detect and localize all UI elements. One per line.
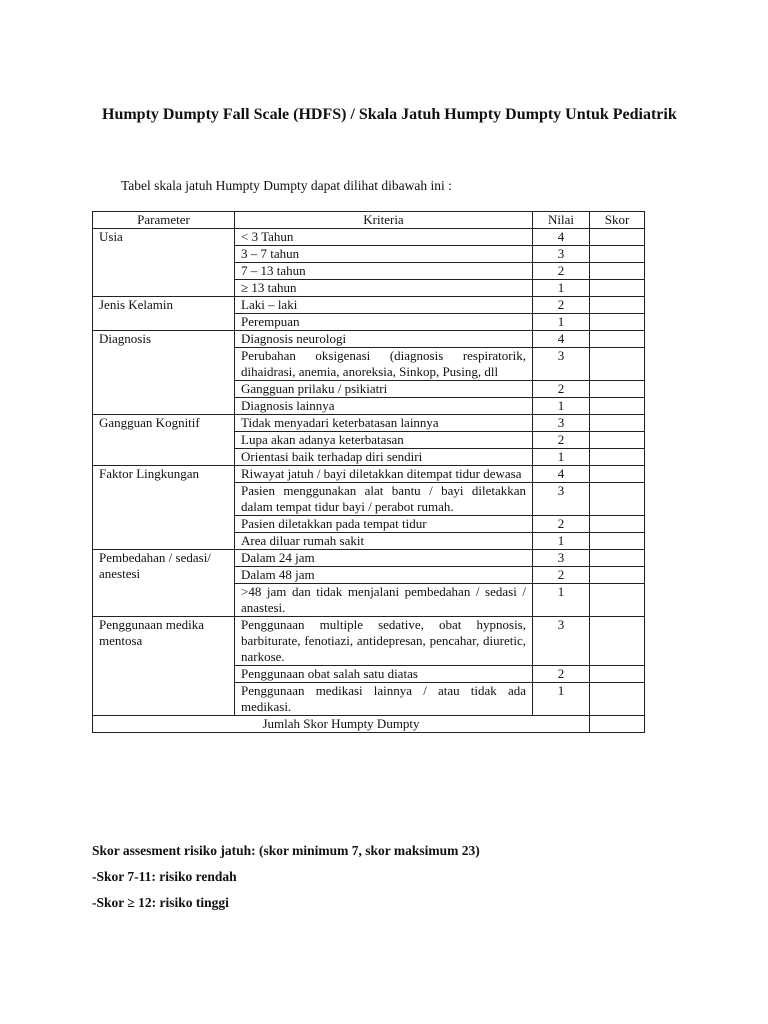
skor-input-cell[interactable] [590,246,645,263]
kriteria-cell: 7 – 13 tahun [235,263,533,280]
kriteria-cell: Pasien diletakkan pada tempat tidur [235,516,533,533]
kriteria-cell: Perempuan [235,314,533,331]
skor-input-cell[interactable] [590,263,645,280]
nilai-cell: 1 [533,683,590,716]
skor-input-cell[interactable] [590,449,645,466]
score-summary [92,842,692,920]
table-row [93,331,645,348]
kriteria-cell: ≥ 13 tahun [235,280,533,297]
nilai-cell: 2 [533,516,590,533]
nilai-cell: 2 [533,567,590,584]
hdfs-table [92,211,645,733]
nilai-cell: 3 [533,415,590,432]
skor-input-cell[interactable] [590,666,645,683]
kriteria-cell: >48 jam dan tidak menjalani pembedahan / sedasi / anastesi. [235,584,533,617]
nilai-cell: 2 [533,381,590,398]
total-label: Jumlah Skor Humpty Dumpty [93,716,590,733]
kriteria-cell: Penggunaan multiple sedative, obat hypnosis, barbiturate, fenotiazi, antidepresan, pencahar, diuretic, narkose. [235,617,533,666]
header-nilai: Nilai [533,212,590,229]
kriteria-cell: Riwayat jatuh / bayi diletakkan ditempat tidur dewasa [235,466,533,483]
nilai-cell: 1 [533,280,590,297]
skor-input-cell[interactable] [590,683,645,716]
total-row [93,716,645,733]
skor-input-cell[interactable] [590,381,645,398]
skor-input-cell[interactable] [590,584,645,617]
nilai-cell: 4 [533,466,590,483]
parameter-cell: Jenis Kelamin [93,297,235,331]
skor-input-cell[interactable] [590,415,645,432]
parameter-cell: Diagnosis [93,331,235,415]
header-kriteria: Kriteria [235,212,533,229]
kriteria-cell: Orientasi baik terhadap diri sendiri [235,449,533,466]
nilai-cell: 1 [533,533,590,550]
nilai-cell: 1 [533,398,590,415]
skor-input-cell[interactable] [590,483,645,516]
nilai-cell: 4 [533,229,590,246]
table-row [93,415,645,432]
nilai-cell: 4 [533,331,590,348]
kriteria-cell: Pasien menggunakan alat bantu / bayi diletakkan dalam tempat tidur bayi / perabot rumah. [235,483,533,516]
table-row [93,229,645,246]
header-skor: Skor [590,212,645,229]
kriteria-cell: Diagnosis neurologi [235,331,533,348]
table-row [93,617,645,666]
skor-input-cell[interactable] [590,331,645,348]
nilai-cell: 3 [533,483,590,516]
summary-line-range: Skor assesment risiko jatuh: (skor minimum 7, skor maksimum 23) [92,843,480,858]
kriteria-cell: Diagnosis lainnya [235,398,533,415]
nilai-cell: 2 [533,432,590,449]
skor-input-cell[interactable] [590,280,645,297]
kriteria-cell: Area diluar rumah sakit [235,533,533,550]
table-row [93,550,645,567]
skor-input-cell[interactable] [590,348,645,381]
kriteria-cell: Perubahan oksigenasi (diagnosis respiratorik, dihaidrasi, anemia, anoreksia, Sinkop, Pusing, dll [235,348,533,381]
table-row [93,297,645,314]
skor-input-cell[interactable] [590,432,645,449]
skor-input-cell[interactable] [590,229,645,246]
parameter-cell: Faktor Lingkungan [93,466,235,550]
total-skor-cell [590,716,645,733]
nilai-cell: 1 [533,584,590,617]
nilai-cell: 2 [533,666,590,683]
kriteria-cell: Laki – laki [235,297,533,314]
skor-input-cell[interactable] [590,533,645,550]
nilai-cell: 1 [533,449,590,466]
skor-input-cell[interactable] [590,398,645,415]
nilai-cell: 1 [533,314,590,331]
kriteria-cell: Lupa akan adanya keterbatasan [235,432,533,449]
kriteria-cell: Dalam 24 jam [235,550,533,567]
kriteria-cell: Penggunaan medikasi lainnya / atau tidak ada medikasi. [235,683,533,716]
skor-input-cell[interactable] [590,567,645,584]
table-row [93,466,645,483]
parameter-cell: Penggunaan medika mentosa [93,617,235,716]
parameter-cell: Gangguan Kognitif [93,415,235,466]
table-header-row [93,212,645,229]
summary-line-low-risk: -Skor 7-11: risiko rendah [92,869,237,884]
nilai-cell: 2 [533,297,590,314]
nilai-cell: 3 [533,617,590,666]
summary-line-high-risk: -Skor ≥ 12: risiko tinggi [92,895,229,910]
skor-input-cell[interactable] [590,297,645,314]
kriteria-cell: Tidak menyadari keterbatasan lainnya [235,415,533,432]
nilai-cell: 3 [533,348,590,381]
kriteria-cell: Penggunaan obat salah satu diatas [235,666,533,683]
nilai-cell: 2 [533,263,590,280]
nilai-cell: 3 [533,246,590,263]
kriteria-cell: Dalam 48 jam [235,567,533,584]
kriteria-cell: 3 – 7 tahun [235,246,533,263]
parameter-cell: Usia [93,229,235,297]
nilai-cell: 3 [533,550,590,567]
skor-input-cell[interactable] [590,516,645,533]
kriteria-cell: < 3 Tahun [235,229,533,246]
kriteria-cell: Gangguan prilaku / psikiatri [235,381,533,398]
parameter-cell: Pembedahan / sedasi/ anestesi [93,550,235,617]
skor-input-cell[interactable] [590,550,645,567]
table-body [93,229,645,716]
document-title: Humpty Dumpty Fall Scale (HDFS) / Skala Jatuh Humpty Dumpty Untuk Pediatrik [102,106,677,123]
skor-input-cell[interactable] [590,466,645,483]
skor-input-cell[interactable] [590,314,645,331]
header-parameter: Parameter [93,212,235,229]
intro-text: Tabel skala jatuh Humpty Dumpty dapat dilihat dibawah ini : [121,178,452,193]
skor-input-cell[interactable] [590,617,645,666]
